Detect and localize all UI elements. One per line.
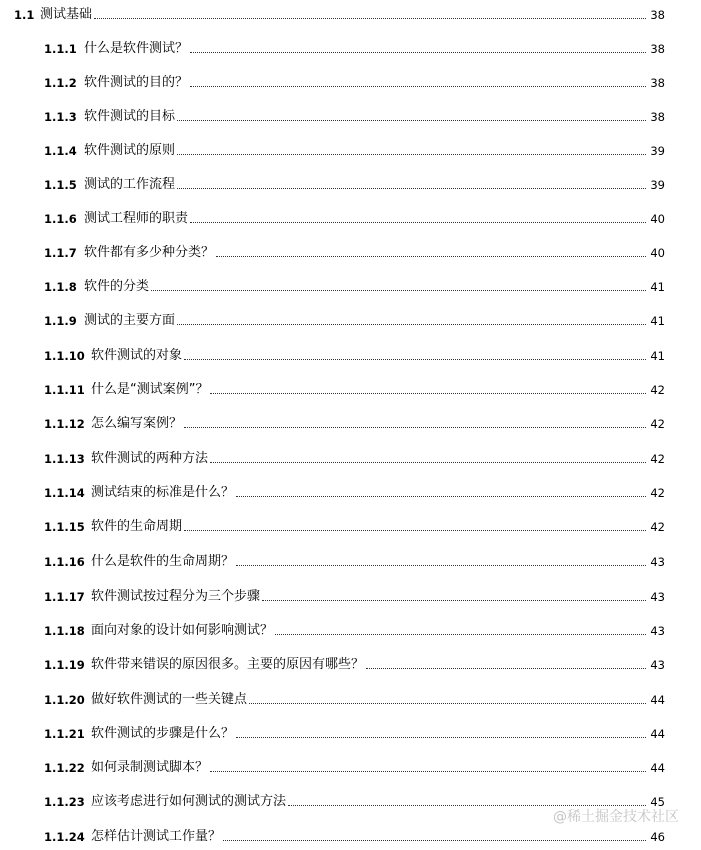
leader-dots: [236, 496, 646, 497]
toc-entry-1-1-1[interactable]: [0, 37, 665, 57]
leader-dots: [216, 256, 646, 257]
leader-dots: [190, 86, 646, 87]
toc-entry-title: 软件带来错误的原因很多。主要的原因有哪些？: [91, 657, 365, 672]
leader-dots: [177, 120, 646, 121]
toc-entry-title: 测试的主要方面: [84, 313, 176, 328]
leader-dots: [210, 771, 646, 772]
toc-entry-number: 1.1.15: [44, 520, 85, 534]
toc-entry-page: 40: [650, 212, 665, 226]
toc-entry-title: 测试的工作流程: [84, 177, 176, 192]
toc-entry-number: 1.1.20: [44, 693, 85, 707]
toc-entry-title: 什么是“测试案例”？: [91, 382, 209, 397]
toc-entry-1-1-3[interactable]: [0, 105, 665, 125]
toc-entry-1-1-19[interactable]: [0, 653, 665, 673]
toc-entry-number: 1.1.11: [44, 383, 85, 397]
toc-entry-page: 38: [650, 8, 665, 22]
toc-entry-title: 面向对象的设计如何影响测试？: [91, 623, 274, 638]
toc-entry-title: 怎样估计测试工作量？: [91, 829, 222, 844]
toc-entry-title: 怎么编写案例？: [91, 416, 183, 431]
toc-entry-1-1-18[interactable]: [0, 619, 665, 639]
toc-entry-number: 1.1.14: [44, 486, 85, 500]
toc-entry-page: 43: [650, 658, 665, 672]
toc-entry-title: 什么是软件测试？: [84, 41, 189, 56]
toc-entry-number: 1.1.6: [44, 212, 77, 226]
toc-entry-1-1-2[interactable]: [0, 71, 665, 91]
toc-entry-number: 1.1.2: [44, 76, 77, 90]
toc-entry-1-1-4[interactable]: [0, 139, 665, 159]
leader-dots: [210, 462, 646, 463]
toc-entry-page: 41: [650, 280, 665, 294]
toc-entry-number: 1.1.1: [44, 42, 77, 56]
leader-dots: [151, 290, 646, 291]
toc-entry-1-1-17[interactable]: [0, 585, 665, 605]
toc-entry-1-1-21[interactable]: [0, 722, 665, 742]
toc-entry-title: 什么是软件的生命周期？: [91, 554, 235, 569]
toc-entry-number: 1.1.22: [44, 761, 85, 775]
leader-dots: [177, 188, 646, 189]
toc-entry-page: 42: [650, 452, 665, 466]
toc-entry-number: 1.1.10: [44, 349, 85, 363]
toc-entry-number: 1.1.23: [44, 795, 85, 809]
toc-entry-page: 42: [650, 486, 665, 500]
toc-entry-page: 38: [650, 110, 665, 124]
toc-entry-1-1-12[interactable]: [0, 412, 665, 432]
toc-entry-1-1-20[interactable]: [0, 688, 665, 708]
toc-entry-number: 1.1.3: [44, 110, 77, 124]
toc-entry-number: 1.1.12: [44, 417, 85, 431]
toc-entry-page: 38: [650, 42, 665, 56]
toc-entry-1-1-11[interactable]: [0, 378, 665, 398]
toc-entry-number: 1.1: [14, 8, 35, 22]
toc-entry-1-1-8[interactable]: [0, 275, 665, 295]
toc-entry-number: 1.1.18: [44, 624, 85, 638]
leader-dots: [184, 427, 646, 428]
toc-entry-page: 39: [650, 178, 665, 192]
leader-dots: [249, 703, 646, 704]
leader-dots: [210, 393, 646, 394]
toc-entry-title: 软件测试的原则: [84, 143, 176, 158]
toc-entry-page: 38: [650, 76, 665, 90]
toc-entry-1-1-13[interactable]: [0, 447, 665, 467]
toc-entry-page: 44: [650, 761, 665, 775]
leader-dots: [177, 324, 646, 325]
toc-entry-1-1-6[interactable]: [0, 207, 665, 227]
leader-dots: [190, 222, 646, 223]
toc-entry-page: 42: [650, 383, 665, 397]
toc-entry-number: 1.1.7: [44, 246, 77, 260]
toc-entry-page: 43: [650, 624, 665, 638]
toc-entry-page: 41: [650, 349, 665, 363]
toc-entry-title: 软件测试的两种方法: [91, 451, 209, 466]
toc-entry-number: 1.1.17: [44, 590, 85, 604]
toc-entry-page: 40: [650, 246, 665, 260]
watermark: @稀土掘金技术社区: [553, 809, 679, 825]
toc-entry-title: 测试结束的标准是什么？: [91, 485, 235, 500]
toc-entry-page: 39: [650, 144, 665, 158]
leader-dots: [177, 154, 646, 155]
toc-entry-title: 测试工程师的职责: [84, 211, 189, 226]
toc-entry-title: 软件的生命周期: [91, 519, 183, 534]
toc-entry-page: 44: [650, 727, 665, 741]
toc-entry-number: 1.1.9: [44, 314, 77, 328]
leader-dots: [275, 634, 646, 635]
toc-entry-title: 软件都有多少种分类？: [84, 245, 215, 260]
leader-dots: [184, 530, 646, 531]
toc-entry-number: 1.1.5: [44, 178, 77, 192]
toc-entry-number: 1.1.13: [44, 452, 85, 466]
toc-entry-page: 43: [650, 590, 665, 604]
toc-entry-title: 软件测试的目标: [84, 109, 176, 124]
toc-entry-title: 测试基础: [40, 7, 93, 22]
leader-dots: [236, 565, 646, 566]
toc-entry-title: 软件测试的步骤是什么？: [91, 726, 235, 741]
toc-entry-page: 41: [650, 314, 665, 328]
toc-entry-page: 46: [650, 830, 665, 844]
leader-dots: [190, 52, 646, 53]
toc-entry-1-1-14[interactable]: [0, 481, 665, 501]
toc-entry-number: 1.1.19: [44, 658, 85, 672]
toc-entry-1-1-24[interactable]: [0, 825, 665, 845]
toc-entry-1-1-10[interactable]: [0, 344, 665, 364]
toc-entry-page: 42: [650, 417, 665, 431]
leader-dots: [236, 737, 646, 738]
leader-dots: [184, 359, 646, 360]
toc-entry-title: 如何录制测试脚本？: [91, 760, 209, 775]
toc-entry-number: 1.1.4: [44, 144, 77, 158]
toc-entry-title: 软件测试的对象: [91, 348, 183, 363]
toc-entry-1-1-7[interactable]: [0, 241, 665, 261]
toc-entry-1-1-16[interactable]: [0, 550, 665, 570]
toc-entry-number: 1.1.8: [44, 280, 77, 294]
toc-entry-title: 软件的分类: [84, 279, 150, 294]
toc-entry-1-1-9[interactable]: [0, 309, 665, 329]
toc-entry-page: 43: [650, 555, 665, 569]
toc-entry-1-1[interactable]: [0, 3, 665, 23]
toc-entry-number: 1.1.16: [44, 555, 85, 569]
toc-entry-title: 软件测试按过程分为三个步骤: [91, 589, 261, 604]
leader-dots: [223, 840, 646, 841]
toc-entry-number: 1.1.21: [44, 727, 85, 741]
toc-entry-page: 44: [650, 693, 665, 707]
leader-dots: [94, 18, 646, 19]
leader-dots: [262, 600, 646, 601]
toc-entry-number: 1.1.24: [44, 830, 85, 844]
leader-dots: [366, 668, 646, 669]
toc-entry-1-1-22[interactable]: [0, 756, 665, 776]
toc-entry-1-1-5[interactable]: [0, 173, 665, 193]
toc-entry-title: 应该考虑进行如何测试的测试方法: [91, 794, 287, 809]
toc-entry-title: 软件测试的目的？: [84, 75, 189, 90]
toc-entry-1-1-15[interactable]: [0, 515, 665, 535]
toc-entry-page: 45: [650, 795, 665, 809]
toc-entry-page: 42: [650, 520, 665, 534]
toc-entry-title: 做好软件测试的一些关键点: [91, 692, 248, 707]
